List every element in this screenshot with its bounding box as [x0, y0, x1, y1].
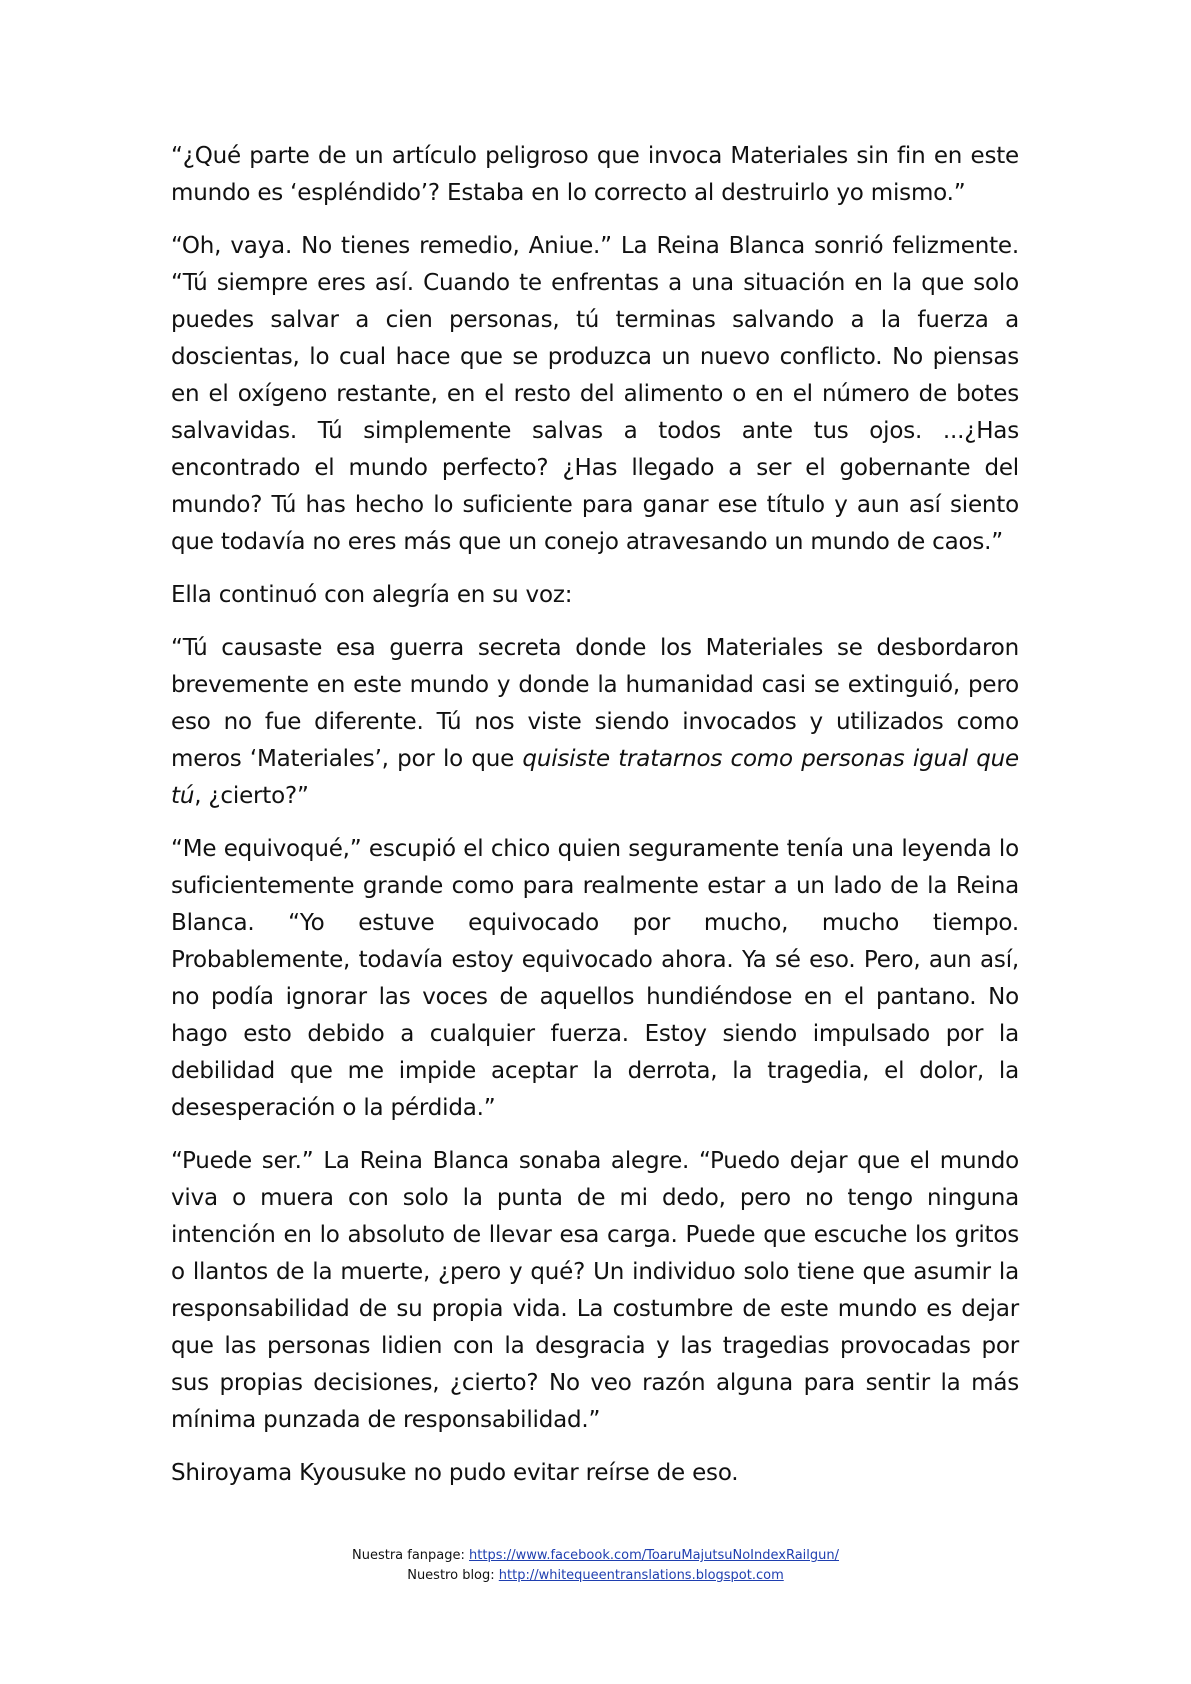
paragraph-text: , ¿cierto?”	[194, 783, 309, 809]
fanpage-link[interactable]: https://www.facebook.com/ToaruMajutsuNoIndexRailgun/	[469, 1548, 840, 1563]
footer-fanpage-label: Nuestra fanpage:	[351, 1548, 470, 1563]
paragraph: “Puede ser.” La Reina Blanca sonaba alegre. “Puedo dejar que el mundo viva o muera con solo la punta de mi dedo, pero no tengo ninguna intención en lo absoluto de llevar esa carga. Puede que escuche los gritos o llantos de la muerte, ¿pero y qué? Un individuo solo tiene que asumir la responsabilidad de su propia vida. La costumbre de este mundo es dejar que las personas lidien con la desgracia y las tragedias provocadas por sus propias decisiones, ¿cierto? No veo razón alguna para sentir la más mínima punzada de responsabilidad.”	[171, 1148, 1019, 1433]
footer-fanpage-line	[0, 1546, 1191, 1566]
footer-blog-line	[0, 1566, 1191, 1586]
paragraph: “Me equivoqué,” escupió el chico quien seguramente tenía una leyenda lo suficientemente grande como para realmente estar a un lado de la Reina Blanca. “Yo estuve equivocado por mucho, mucho tiempo. Probablemente, todavía estoy equivocado ahora. Ya sé eso. Pero, aun así, no podía ignorar las voces de aquellos hundiéndose en el pantano. No hago esto debido a cualquier fuerza. Estoy siendo impulsado por la debilidad que me impide aceptar la derrota, la tragedia, el dolor, la desesperación o la pérdida.”	[171, 836, 1019, 1121]
page-footer	[0, 1546, 1191, 1586]
paragraph-text: “Tú causaste esa guerra secreta donde los Materiales se desbordaron brevemente en este mundo y donde la humanidad casi se extinguió, pero eso no fue diferente. Tú nos viste siendo invocados y utilizados como meros ‘Materiales’, por lo que	[171, 635, 1019, 772]
paragraph: “¿Qué parte de un artículo peligroso que invoca Materiales sin fin en este mundo es ‘espléndido’? Estaba en lo correcto al destruirlo yo mismo.”	[171, 143, 1019, 206]
paragraph	[171, 630, 1019, 815]
paragraph-italic-text: quisiste tratarnos como personas igual que tú	[171, 746, 1019, 809]
footer-blog-label: Nuestro blog:	[407, 1568, 499, 1583]
blog-link[interactable]: http://whitequeentranslations.blogspot.com	[498, 1568, 784, 1583]
paragraph: “Oh, vaya. No tienes remedio, Aniue.” La Reina Blanca sonrió felizmente. “Tú siempre eres así. Cuando te enfrentas a una situación en la que solo puedes salvar a cien personas, tú terminas salvando a la fuerza a doscientas, lo cual hace que se produzca un nuevo conflicto. No piensas en el oxígeno restante, en el resto del alimento o en el número de botes salvavidas. Tú simplemente salvas a todos ante tus ojos. ...¿Has encontrado el mundo perfecto? ¿Has llegado a ser el gobernante del mundo? Tú has hecho lo suficiente para ganar ese título y aun así siento que todavía no eres más que un conejo atravesando un mundo de caos.”	[171, 233, 1019, 555]
body-text	[171, 138, 1019, 1508]
paragraph: Shiroyama Kyousuke no pudo evitar reírse de eso.	[171, 1460, 739, 1486]
paragraph: Ella continuó con alegría en su voz:	[171, 582, 573, 608]
